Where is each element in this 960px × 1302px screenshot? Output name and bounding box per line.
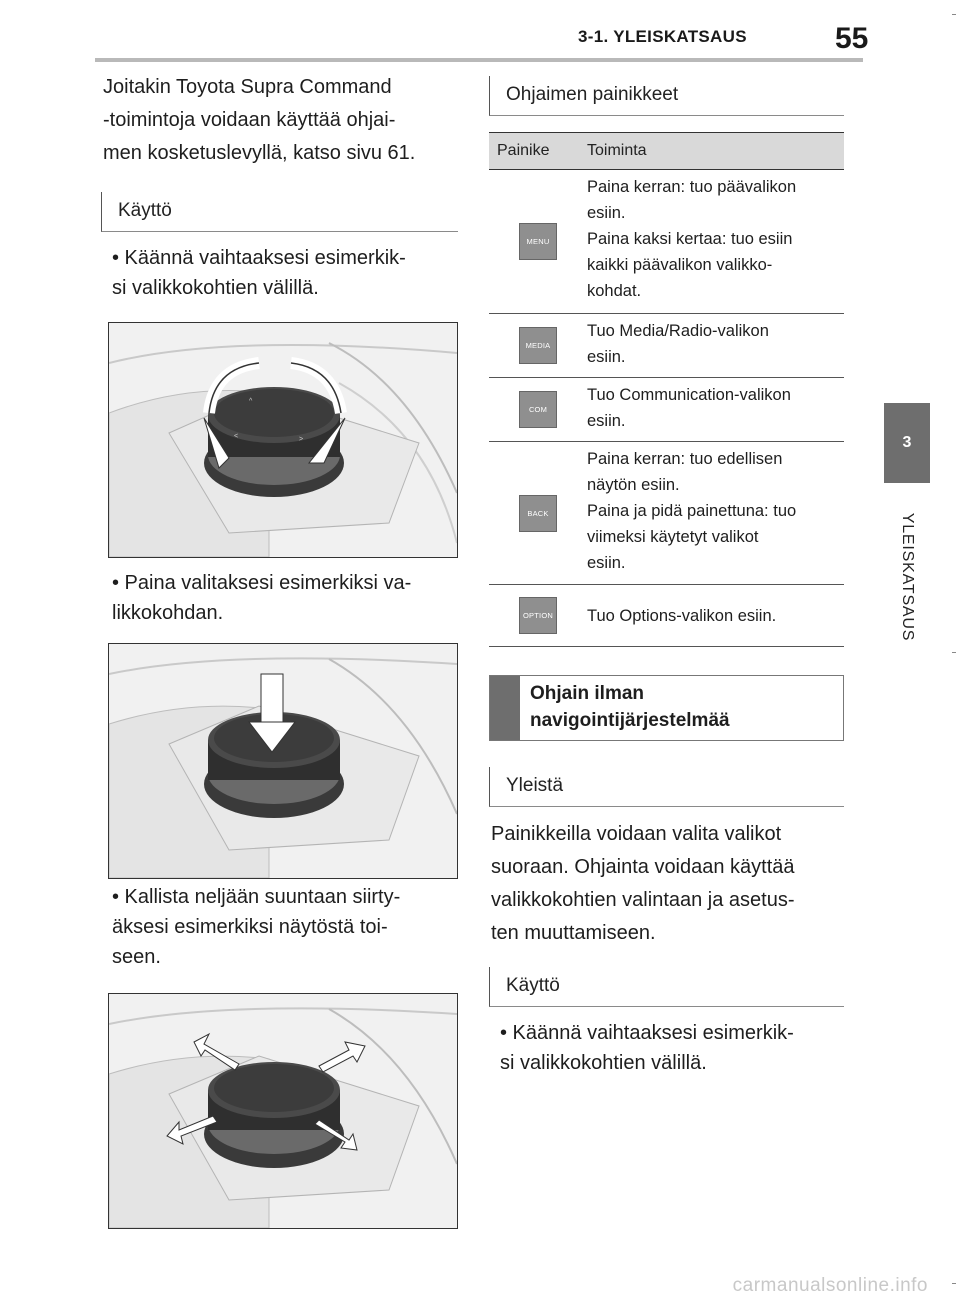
cell-line: esiin. [587,348,626,366]
bullet-line: likkokohdan. [112,602,224,624]
table-row [489,378,844,442]
menu-button-icon: MENU [519,223,557,260]
bullet-rotate-2 [500,1018,850,1078]
table-header [489,132,844,170]
crop-mark [952,652,956,653]
banner-line: Ohjain ilman [530,683,645,704]
table-cell-key [489,314,587,377]
header-rule [95,58,863,62]
bullet-line: äksesi esimerkiksi näytöstä toi- [112,916,388,938]
crop-mark [952,1283,956,1284]
crop-mark [952,14,956,15]
figure-controller-press [108,643,458,879]
bullet-line: si valikkokohtien välillä. [112,277,319,299]
cell-line: esiin. [587,554,626,572]
general-line: valikkokohtien valintaan ja asetus- [491,889,795,911]
general-line: ten muuttamiseen. [491,922,656,944]
figure-controller-tilt [108,993,458,1229]
subsection-banner [489,675,844,741]
intro-line: men kosketuslevyllä, katso sivu 61. [103,142,416,164]
buttons-table [489,132,844,647]
intro-line: Joitakin Toyota Supra Command [103,76,392,98]
table-header-button: Painike [497,142,550,159]
cell-line: Paina ja pidä painettuna: tuo [587,502,797,520]
cell-line: Paina kerran: tuo edellisen [587,450,783,468]
banner-title [520,676,730,740]
table-cell-text [587,603,844,629]
chapter-number: 3 [902,434,912,451]
figure-controller-rotate [108,322,458,558]
section-title-buttons: Ohjaimen painikkeet [489,76,844,116]
cell-line: Paina kaksi kertaa: tuo esiin [587,230,793,248]
media-button-icon: MEDIA [519,327,557,364]
bullet-line: si valikkokohtien välillä. [500,1052,707,1074]
general-line: suoraan. Ohjainta voidaan käyttää [491,856,795,878]
section-title-general: Yleistä [489,767,844,807]
table-cell-text [587,170,844,313]
table-row [489,314,844,378]
table-row [489,585,844,647]
banner-marker [490,676,520,740]
page-number: 55 [835,22,869,55]
com-button-icon: COM [519,391,557,428]
table-cell-key [489,597,587,634]
svg-text:<: < [234,433,239,440]
cell-line: viimeksi käytetyt valikot [587,528,759,546]
watermark: carmanualsonline.info [732,1275,928,1296]
table-row [489,442,844,585]
svg-text:>: > [299,436,304,443]
table-header-function: Toiminta [587,142,647,159]
chapter-tab [884,403,930,483]
back-button-icon: BACK [519,495,557,532]
bullet-line: • Käännä vaihtaaksesi esimerkik- [500,1022,794,1044]
banner-line: navigointijärjestelmää [530,710,730,731]
bullet-line: • Kallista neljään suuntaan siirty- [112,886,401,908]
intro-line: -toimintoja voidaan käyttää ohjai- [103,109,396,131]
general-paragraph [491,818,851,950]
cell-line: Paina kerran: tuo päävalikon [587,178,797,196]
cell-line: Tuo Options-valikon esiin. [587,606,777,625]
bullet-line: seen. [112,946,161,968]
cell-line: näytön esiin. [587,476,680,494]
table-cell-key [489,378,587,441]
cell-line: esiin. [587,204,626,222]
general-line: Painikkeilla voidaan valita valikot [491,823,782,845]
cell-line: Tuo Media/Radio-valikon [587,322,769,340]
cell-line: kaikki päävalikon valikko- [587,256,773,274]
option-button-icon: OPTION [519,597,557,634]
section-title-usage: Käyttö [101,192,458,232]
svg-text:^: ^ [249,398,253,405]
section-title-usage-2: Käyttö [489,967,844,1007]
table-cell-text [587,314,844,377]
bullet-line: • Käännä vaihtaaksesi esimerkik- [112,247,406,269]
bullet-press [112,568,462,628]
bullet-rotate [112,243,462,303]
cell-line: kohdat. [587,282,642,300]
bullet-line: • Paina valitaksesi esimerkiksi va- [112,572,412,594]
running-header: 3-1. YLEISKATSAUS [578,27,747,46]
table-cell-text [587,378,844,441]
cell-line: Tuo Communication-valikon [587,386,791,404]
intro-paragraph [103,71,463,170]
table-cell-text [587,442,844,584]
bullet-tilt [112,882,462,972]
table-row [489,170,844,314]
cell-line: esiin. [587,412,626,430]
table-cell-key [489,170,587,313]
table-cell-key [489,442,587,584]
chapter-label: YLEISKATSAUS [899,512,916,642]
